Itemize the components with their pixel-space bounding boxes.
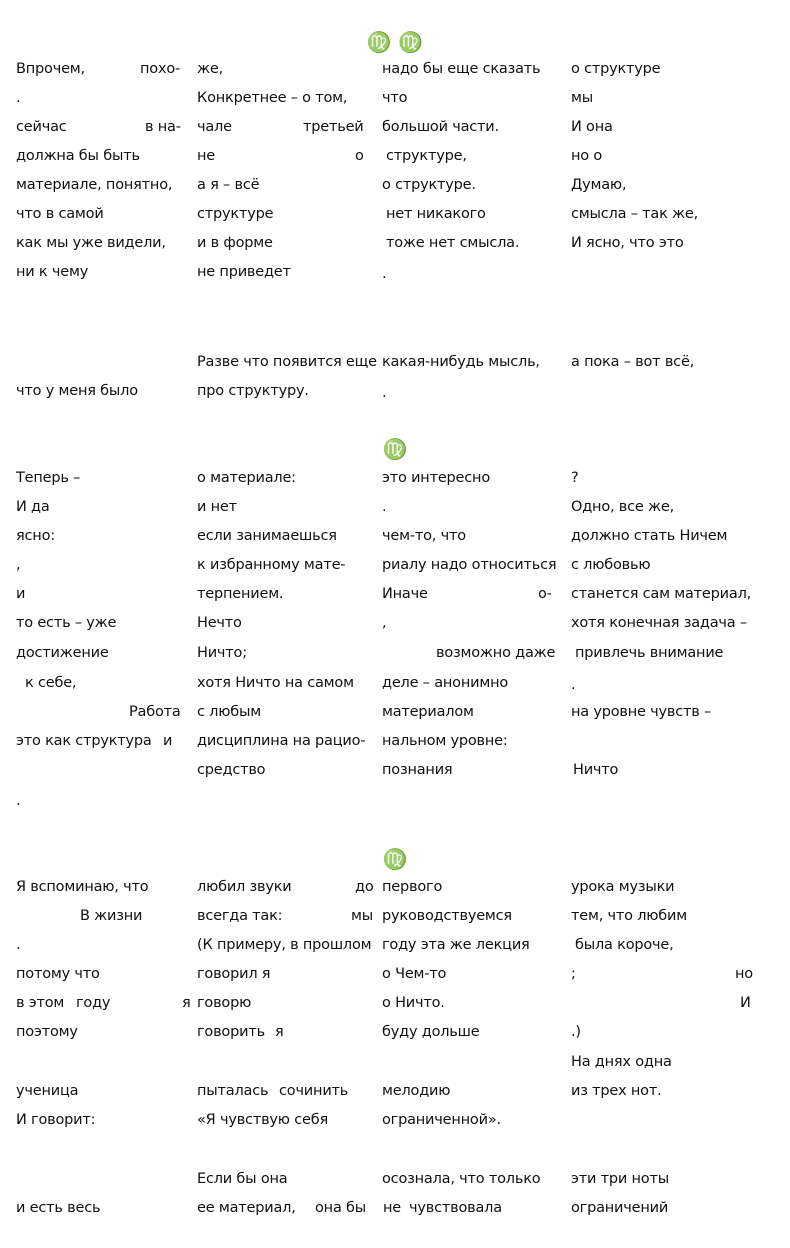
text-line: Я вспоминаю, что [16, 879, 149, 895]
text-line: На днях одна [571, 1054, 672, 1070]
text-line: достижение [16, 645, 109, 661]
text-line: В жизни [80, 908, 143, 924]
text-line: . [571, 677, 576, 693]
text-line: эти три ноты [571, 1171, 669, 1187]
text-line: о Ничто. [382, 995, 445, 1011]
text-line: И она [571, 119, 613, 135]
text-line: , [382, 615, 387, 631]
text-line: я [182, 995, 191, 1011]
text-line: дисциплина на рацио- [197, 733, 366, 749]
text-line: говорю [197, 995, 252, 1011]
text-line: сочинить [279, 1083, 349, 1099]
text-line: материале, понятно, [16, 177, 173, 193]
text-line: Ничто [573, 762, 619, 778]
text-line: станется сам материал, [571, 586, 752, 602]
text-line: хотя Ничто на самом [197, 675, 354, 691]
text-line: ее материал, [197, 1200, 296, 1216]
text-line: Ничто; [197, 645, 247, 661]
text-line: не [383, 1200, 402, 1216]
text-line: с любым [197, 704, 261, 720]
text-line: Впрочем, [16, 61, 85, 77]
text-line: говорить [197, 1024, 265, 1040]
text-line: . [16, 90, 21, 106]
text-line: Думаю, [571, 177, 627, 193]
text-line: про структуру. [197, 383, 309, 399]
text-line: любил звуки [197, 879, 292, 895]
text-line: Работа [129, 704, 181, 720]
text-line: о структуре. [382, 177, 476, 193]
text-line: надо бы еще сказать [382, 61, 541, 77]
text-line: , [16, 557, 21, 573]
text-line: а пока – вот всё, [571, 354, 695, 370]
text-line: первого [382, 879, 443, 895]
text-line: хотя конечная задача – [571, 615, 747, 631]
text-line: к себе, [25, 675, 77, 691]
text-line: о [355, 148, 364, 164]
text-line: до [355, 879, 374, 895]
text-line: .) [571, 1024, 581, 1040]
text-line: должна бы быть [16, 148, 140, 164]
text-line: структуре [197, 206, 274, 222]
text-line: деле – анонимно [382, 675, 509, 691]
text-line: ; [571, 966, 576, 982]
text-line: ясно: [16, 528, 55, 544]
text-line: говорил я [197, 966, 271, 982]
text-line: третьей [303, 119, 364, 135]
text-line: должно стать Ничем [571, 528, 728, 544]
text-line: материалом [382, 704, 474, 720]
text-line: поэтому [16, 1024, 78, 1040]
text-line: она бы [315, 1200, 367, 1216]
text-line: Разве что появится еще [197, 354, 377, 370]
text-line: о Чем-то [382, 966, 447, 982]
text-line: из трех нот. [571, 1083, 662, 1099]
text-line: . [382, 385, 387, 401]
text-line: привлечь внимание [575, 645, 724, 661]
text-line: И ясно, что это [571, 235, 684, 251]
text-line: не приведет [197, 264, 291, 280]
text-line: тем, что любим [571, 908, 687, 924]
text-line: если занимаешься [197, 528, 337, 544]
text-line: же, [197, 61, 223, 77]
text-line: Нечто [197, 615, 242, 631]
text-line: Теперь – [16, 470, 81, 486]
text-line: терпением. [197, 586, 284, 602]
text-line: с любовью [571, 557, 651, 573]
text-line: а я – всё [197, 177, 260, 193]
text-line: на уровне чувств – [571, 704, 712, 720]
text-line: что в самой [16, 206, 104, 222]
text-line: и [16, 586, 26, 602]
text-line: . [16, 793, 21, 809]
text-line: в этом [16, 995, 65, 1011]
text-line: Иначе [382, 586, 428, 602]
section-mark-1: ♍ ♍ [366, 30, 424, 54]
text-line: сейчас [16, 119, 67, 135]
text-line: то есть – уже [16, 615, 117, 631]
text-line: как мы уже видели, [16, 235, 166, 251]
text-line: Конкретнее – о том, [197, 90, 348, 106]
section-mark-3: ♍ [382, 847, 408, 871]
text-line: урока музыки [571, 879, 675, 895]
text-line: я [275, 1024, 284, 1040]
text-line: И говорит: [16, 1112, 96, 1128]
text-line: нальном уровне: [382, 733, 508, 749]
text-line: не [197, 148, 216, 164]
text-line: мы [571, 90, 593, 106]
text-line: возможно даже [436, 645, 556, 661]
text-line: нет никакого [386, 206, 486, 222]
text-line: году [76, 995, 111, 1011]
section-mark-2: ♍ [382, 437, 408, 461]
text-line: в на- [145, 119, 181, 135]
text-line: и есть весь [16, 1200, 101, 1216]
text-line: осознала, что только [382, 1171, 541, 1187]
text-line: что [382, 90, 408, 106]
text-line: чем-то, что [382, 528, 466, 544]
text-line: всегда так: [197, 908, 283, 924]
text-line: Если бы она [197, 1171, 288, 1187]
text-line: ограниченной». [382, 1112, 501, 1128]
text-line: руководствуемся [382, 908, 512, 924]
text-line: ? [571, 470, 579, 486]
text-line: потому что [16, 966, 100, 982]
text-line: пыталась [197, 1083, 269, 1099]
text-line: ученица [16, 1083, 79, 1099]
text-line: о материале: [197, 470, 296, 486]
text-line: риалу надо относиться [382, 557, 557, 573]
text-line: . [382, 266, 387, 282]
text-line: и нет [197, 499, 237, 515]
text-line: тоже нет смысла. [386, 235, 520, 251]
text-line: ограничений [571, 1200, 669, 1216]
text-line: структуре, [386, 148, 467, 164]
text-line: и в форме [197, 235, 273, 251]
text-line: это как структура [16, 733, 152, 749]
text-line: о- [538, 586, 552, 602]
text-line: буду дольше [382, 1024, 480, 1040]
text-line: познания [382, 762, 453, 778]
text-line: . [382, 499, 387, 515]
text-line: мелодию [382, 1083, 451, 1099]
text-line: но о [571, 148, 603, 164]
text-line: что у меня было [16, 383, 138, 399]
text-line: какая-нибудь мысль, [382, 354, 540, 370]
text-line: была короче, [575, 937, 674, 953]
text-line: ни к чему [16, 264, 89, 280]
text-line: (К примеру, в прошлом [197, 937, 372, 953]
text-line: смысла – так же, [571, 206, 699, 222]
text-line: о структуре [571, 61, 661, 77]
text-line: похо- [140, 61, 181, 77]
text-line: но [735, 966, 753, 982]
text-line: средство [197, 762, 266, 778]
text-line: И [740, 995, 751, 1011]
text-line: и [163, 733, 173, 749]
text-line: мы [351, 908, 373, 924]
text-line: году эта же лекция [382, 937, 530, 953]
text-line: это интересно [382, 470, 491, 486]
text-line: большой части. [382, 119, 499, 135]
text-line: чувствовала [409, 1200, 502, 1216]
text-line: «Я чувствую себя [197, 1112, 328, 1128]
text-line: чале [197, 119, 232, 135]
text-line: к избранному мате- [197, 557, 346, 573]
text-line: И да [16, 499, 50, 515]
text-line: . [16, 937, 21, 953]
text-line: Одно, все же, [571, 499, 675, 515]
